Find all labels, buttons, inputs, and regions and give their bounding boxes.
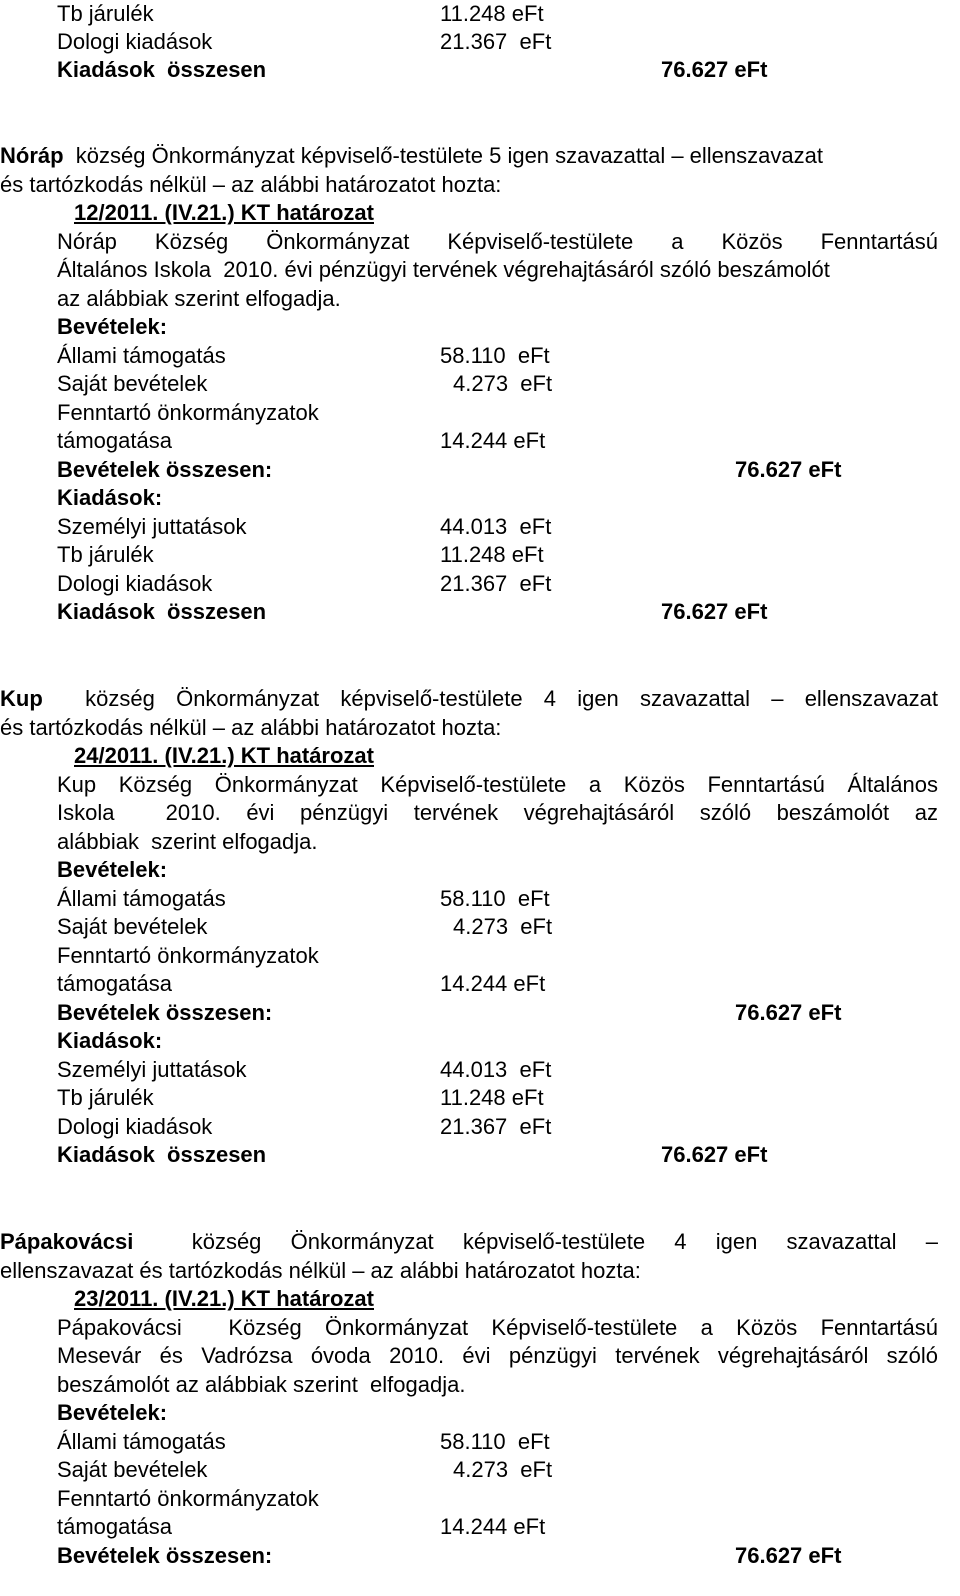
bevetelek-total-label: Bevételek összesen:	[57, 457, 273, 482]
section-intro	[0, 685, 938, 713]
resolution-number: 24/2011. (IV.21.) KT határozat	[74, 743, 374, 768]
bevetelek-heading: Bevételek:	[57, 314, 168, 339]
szemelyi-value: 44.013 eFt	[440, 1057, 552, 1082]
tamogatasa-label: támogatása	[57, 1514, 172, 1539]
tamogatasa-value: 14.244 eFt	[440, 971, 546, 996]
sajat-value: 4.273 eFt	[453, 914, 553, 939]
tb-label: Tb járulék	[57, 1085, 154, 1110]
resolution-body-line: beszámolót az alábbiak szerint elfogadja.	[57, 1372, 466, 1397]
intro-line-2: és tartózkodás nélkül – az alábbi határozatot hozta:	[0, 715, 502, 740]
kiadasok-total-label: Kiadások összesen	[57, 1142, 267, 1167]
intro-text: község Önkormányzat képviselő-testülete 5 igen szavazattal – ellenszavazat	[63, 143, 823, 168]
szemelyi-value: 44.013 eFt	[440, 514, 552, 539]
bevetelek-total-value: 76.627 eFt	[735, 1543, 842, 1568]
tb-value: 11.248 eFt	[440, 542, 544, 567]
tb-value: 11.248 eFt	[440, 1085, 544, 1110]
tamogatasa-value: 14.244 eFt	[440, 428, 546, 453]
intro-line-2: és tartózkodás nélkül – az alábbi határozatot hozta:	[0, 172, 502, 197]
allami-value: 58.110 eFt	[440, 1429, 550, 1454]
bevetelek-total-value: 76.627 eFt	[735, 457, 842, 482]
section-intro	[0, 142, 823, 170]
dologi-label: Dologi kiadások	[57, 29, 213, 54]
bevetelek-heading: Bevételek:	[57, 1400, 168, 1425]
sajat-value: 4.273 eFt	[453, 371, 553, 396]
sajat-value: 4.273 eFt	[453, 1457, 553, 1482]
allami-value: 58.110 eFt	[440, 886, 550, 911]
section-intro	[0, 1228, 938, 1256]
kiadasok-heading: Kiadások:	[57, 485, 163, 510]
tb-label: Tb járulék	[57, 1, 154, 26]
kiadasok-total-label: Kiadások összesen	[57, 57, 267, 82]
szemelyi-label: Személyi juttatások	[57, 514, 247, 539]
bevetelek-total-value: 76.627 eFt	[735, 1000, 842, 1025]
sajat-label: Saját bevételek	[57, 914, 208, 939]
bevetelek-total-label: Bevételek összesen:	[57, 1543, 273, 1568]
tb-label: Tb járulék	[57, 542, 154, 567]
resolution-body-line: Pápakovácsi Község Önkormányzat Képviselő-testülete a Közös Fenntartású	[57, 1315, 938, 1340]
resolution-body-line: Általános Iskola 2010. évi pénzügyi tervének végrehajtásáról szóló beszámolót	[57, 257, 830, 282]
dologi-value: 21.367 eFt	[440, 1114, 552, 1139]
resolution-body-line: Iskola 2010. évi pénzügyi tervének végrehajtásáról szóló beszámolót az	[57, 800, 938, 825]
allami-label: Állami támogatás	[57, 1429, 226, 1454]
kiadasok-heading: Kiadások:	[57, 1028, 163, 1053]
tamogatasa-value: 14.244 eFt	[440, 1514, 546, 1539]
bevetelek-total-label: Bevételek összesen:	[57, 1000, 273, 1025]
allami-label: Állami támogatás	[57, 886, 226, 911]
settlement-name: Nóráp	[0, 143, 64, 168]
dologi-label: Dologi kiadások	[57, 571, 213, 596]
allami-value: 58.110 eFt	[440, 343, 550, 368]
tamogatasa-label: támogatása	[57, 428, 172, 453]
intro-text: község Önkormányzat képviselő-testülete 4 igen szavazattal –	[133, 1229, 938, 1254]
resolution-body-line: Mesevár és Vadrózsa óvoda 2010. évi pénzügyi tervének végrehajtásáról szóló	[57, 1343, 938, 1368]
fenntarto-label: Fenntartó önkormányzatok	[57, 400, 319, 425]
intro-line-2: ellenszavazat és tartózkodás nélkül – az alábbi határozatot hozta:	[0, 1258, 641, 1283]
resolution-number: 12/2011. (IV.21.) KT határozat	[74, 200, 374, 225]
settlement-name: Kup	[0, 686, 43, 711]
tamogatasa-label: támogatása	[57, 971, 172, 996]
kiadasok-total-value: 76.627 eFt	[661, 599, 768, 624]
dologi-label: Dologi kiadások	[57, 1114, 213, 1139]
bevetelek-heading: Bevételek:	[57, 857, 168, 882]
tb-value: 11.248 eFt	[440, 1, 544, 26]
sajat-label: Saját bevételek	[57, 371, 208, 396]
fenntarto-label: Fenntartó önkormányzatok	[57, 1486, 319, 1511]
allami-label: Állami támogatás	[57, 343, 226, 368]
intro-text: község Önkormányzat képviselő-testülete 4 igen szavazattal – ellenszavazat	[42, 686, 938, 711]
resolution-number: 23/2011. (IV.21.) KT határozat	[74, 1286, 374, 1311]
resolution-body-line: Nóráp Község Önkormányzat Képviselő-testülete a Közös Fenntartású	[57, 229, 938, 254]
szemelyi-label: Személyi juttatások	[57, 1057, 247, 1082]
kiadasok-total-value: 76.627 eFt	[661, 57, 768, 82]
kiadasok-total-label: Kiadások összesen	[57, 599, 267, 624]
resolution-body-line: az alábbiak szerint elfogadja.	[57, 286, 341, 311]
dologi-value: 21.367 eFt	[440, 571, 552, 596]
sajat-label: Saját bevételek	[57, 1457, 208, 1482]
settlement-name: Pápakovácsi	[0, 1229, 134, 1254]
fenntarto-label: Fenntartó önkormányzatok	[57, 943, 319, 968]
resolution-body-line: Kup Község Önkormányzat Képviselő-testülete a Közös Fenntartású Általános	[57, 772, 938, 797]
resolution-body-line: alábbiak szerint elfogadja.	[57, 829, 318, 854]
kiadasok-total-value: 76.627 eFt	[661, 1142, 768, 1167]
dologi-value: 21.367 eFt	[440, 29, 552, 54]
